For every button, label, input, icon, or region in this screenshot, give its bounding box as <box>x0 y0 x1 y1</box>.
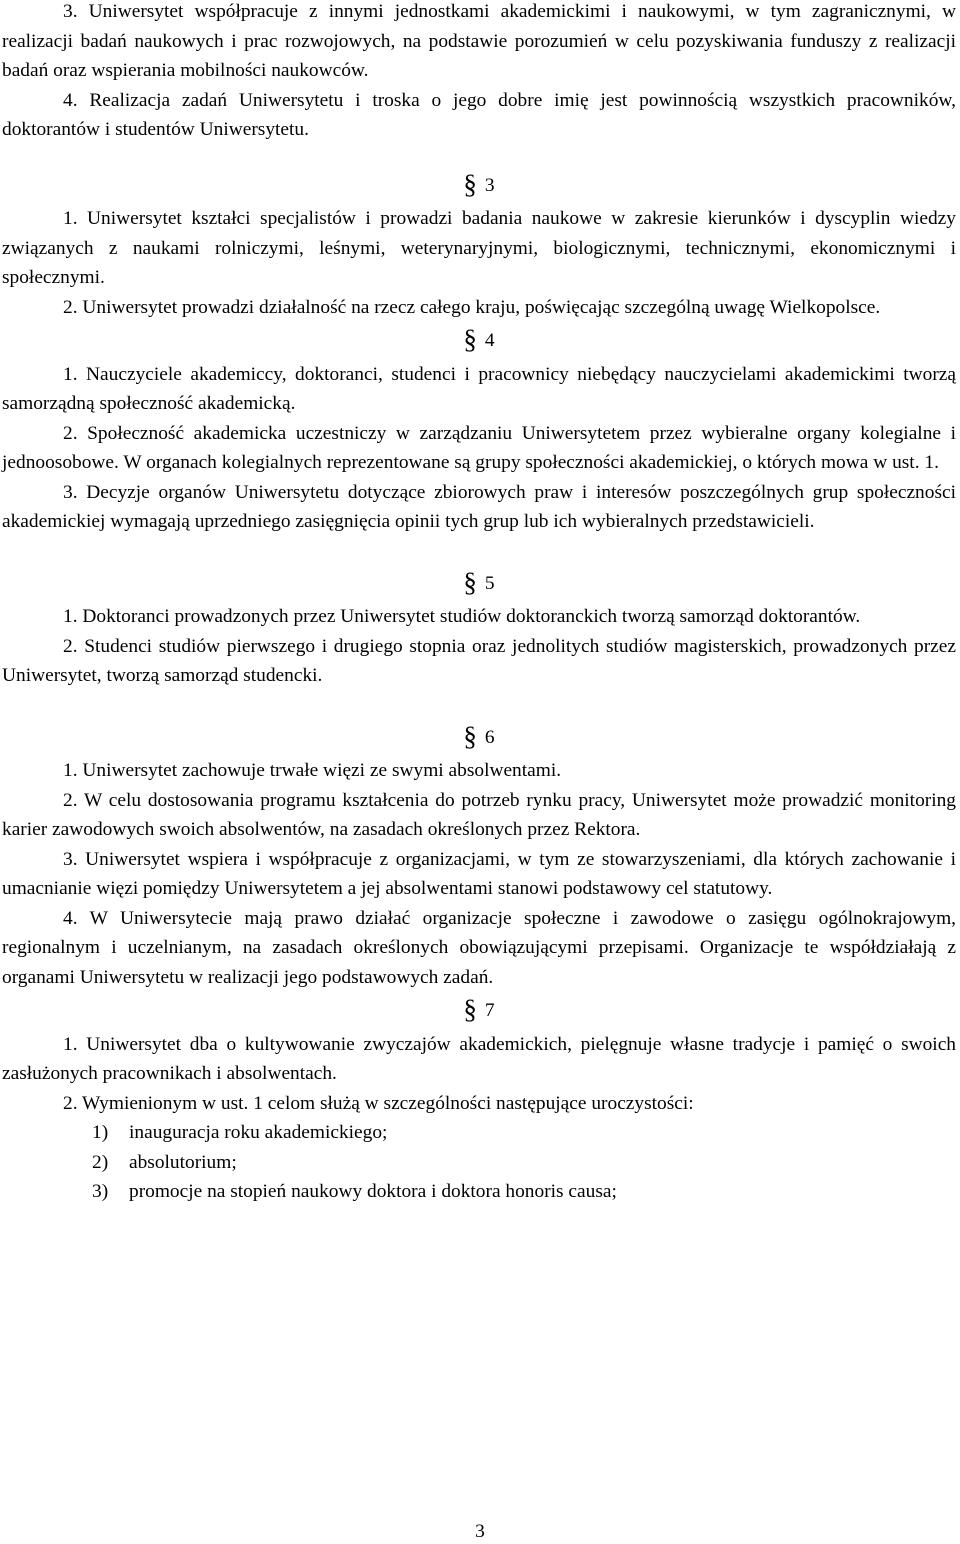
page-number: 3 <box>475 1521 485 1542</box>
section-number: 4 <box>484 330 495 351</box>
section-6-paragraph-3: 3. Uniwersytet wspiera i współpracuje z organizacjami, w tym ze stowarzyszeniami, dla których zachowanie i umacnianie więzi pomiędzy Uniwersytetem a jej absolwentami stanowi podstawowy cel statutowy. <box>2 848 956 899</box>
section-4-paragraph-2: 2. Społeczność akademicka uczestniczy w zarządzaniu Uniwersytetem przez wybieralne organy kolegialne i jednoosobowe. W organach kolegialnych reprezentowane są grupy społeczności akademickiej, o których mowa w ust. 1. <box>2 422 956 473</box>
section-7-paragraph-2: 2. Wymienionym w ust. 1 celom służą w szczególności następujące uroczystości: <box>63 1092 694 1114</box>
list-item-number: 1) <box>92 1122 109 1143</box>
list-item-number: 2) <box>92 1151 109 1173</box>
section-number: 7 <box>484 1000 495 1021</box>
section-symbol: § <box>463 566 477 597</box>
section-3-paragraph-2: 2. Uniwersytet prowadzi działalność na rzecz całego kraju, poświęcając szczególną uwagę Wielkopolsce. <box>63 296 881 318</box>
section-7-paragraph-1: 1. Uniwersytet dba o kultywowanie zwyczajów akademickich, pielęgnuje własne tradycje i pamięć o swoich zasłużonych pracownikach i absolwentach. <box>2 1033 956 1084</box>
list-item <box>2 1118 956 1148</box>
section-6-paragraph-4: 4. W Uniwersytecie mają prawo działać organizacje społeczne i zawodowe o zasięgu ogólnokrajowym, regionalnym i uczelnianym, na zasadach określonych obowiązującymi przepisami. Organizacje te współdziałają z organami Uniwersytetu w realizacji jego podstawowych zadań. <box>2 907 956 988</box>
section-6-paragraph-1: 1. Uniwersytet zachowuje trwałe więzi ze swymi absolwentami. <box>63 760 562 781</box>
section-4-paragraph-3: 3. Decyzje organów Uniwersytetu dotyczące zbiorowych praw i interesów poszczególnych grup społeczności akademickiej wymagają uprzedniego zasięgnięcia opinii tych grup lub ich wybieralnych przedstawicieli. <box>2 481 956 532</box>
section-5-paragraph-2: 2. Studenci studiów pierwszego i drugiego stopnia oraz jednolitych studiów magisterskich, prowadzonych przez Uniwersytet, tworzą samorząd studencki. <box>2 635 956 686</box>
section-symbol: § <box>463 720 477 751</box>
section-symbol: § <box>463 994 477 1024</box>
section-3-paragraph-1: 1. Uniwersytet kształci specjalistów i prowadzi badania naukowe w zakresie kierunków i dyscyplin wiedzy związanych z naukami rolniczymi, leśnymi, weterynaryjnymi, biologicznymi, technicznymi, ekonomicznymi i społecznymi. <box>2 208 956 288</box>
list-item <box>2 1177 956 1207</box>
section-number: 6 <box>484 726 495 748</box>
section-5-paragraph-1: 1. Doktoranci prowadzonych przez Uniwersytet studiów doktoranckich tworzą samorząd doktorantów. <box>63 606 861 627</box>
list-item-text: inauguracja roku akademickiego; <box>129 1122 388 1143</box>
list-item-number: 3) <box>92 1181 109 1202</box>
intro-paragraph-3: 3. Uniwersytet współpracuje z innymi jednostkami akademickimi i naukowymi, w tym zagranicznymi, w realizacji badań naukowych i prac rozwojowych, na podstawie porozumień w celu pozyskiwania funduszy z realizacji badań oraz wspierania mobilności naukowców. <box>2 1 956 81</box>
section-heading-5 <box>2 566 956 599</box>
list-item-text: absolutorium; <box>129 1151 237 1173</box>
section-heading-6 <box>2 720 956 753</box>
section-heading-7 <box>2 996 956 1026</box>
ceremonies-list <box>2 1118 956 1207</box>
list-item <box>2 1148 956 1178</box>
section-symbol: § <box>463 168 477 199</box>
section-heading-3 <box>2 168 956 201</box>
section-heading-4 <box>2 326 956 356</box>
section-number: 5 <box>484 572 495 594</box>
document-body <box>2 0 956 1207</box>
intro-paragraph-4: 4. Realizacja zadań Uniwersytetu i troska o jego dobre imię jest powinnością wszystkich pracowników, doktorantów i studentów Uniwersytetu. <box>2 89 956 140</box>
section-4-paragraph-1: 1. Nauczyciele akademiccy, doktoranci, studenci i pracownicy niebędący nauczycielami akademickimi tworzą samorządną społeczność akademicką. <box>2 363 956 414</box>
section-6-paragraph-2: 2. W celu dostosowania programu kształcenia do potrzeb rynku pracy, Uniwersytet może prowadzić monitoring karier zawodowych swoich absolwentów, na zasadach określonych przez Rektora. <box>2 789 956 840</box>
section-number: 3 <box>484 174 495 196</box>
list-item-text: promocje na stopień naukowy doktora i doktora honoris causa; <box>129 1181 617 1202</box>
section-symbol: § <box>463 324 477 354</box>
